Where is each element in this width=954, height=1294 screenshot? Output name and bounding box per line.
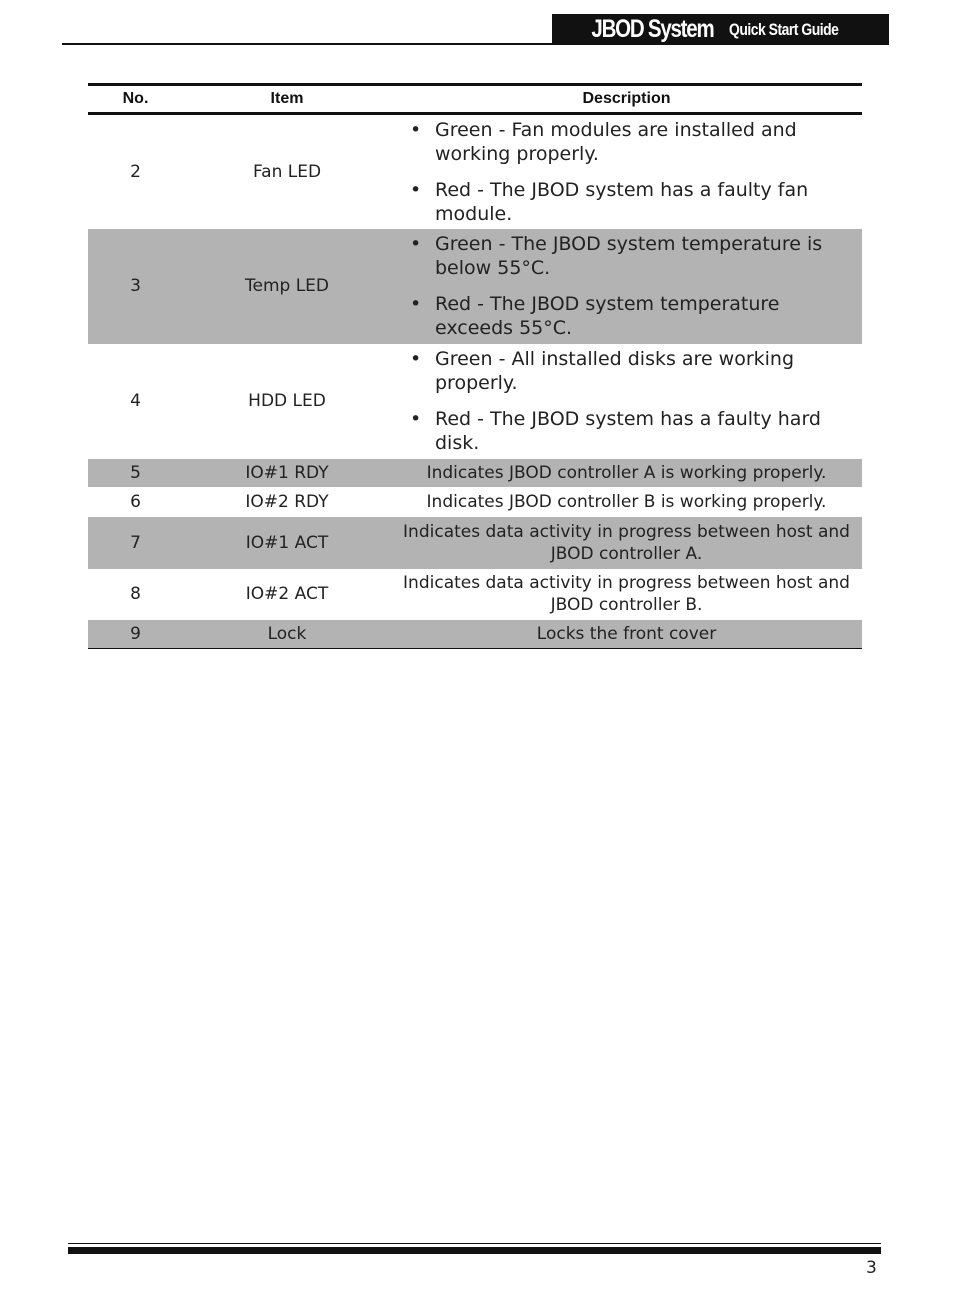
row-item: IO#1 RDY — [183, 459, 391, 487]
row-description: Indicates JBOD controller A is working properly. — [391, 459, 862, 487]
row-number: 8 — [130, 584, 141, 604]
table-row — [88, 620, 862, 649]
led-description-table — [88, 83, 862, 649]
footer-rule-thick — [68, 1247, 881, 1254]
row-item: IO#2 ACT — [245, 584, 329, 604]
bullet-item: • Red - The JBOD system has a faulty fan module. — [407, 178, 862, 226]
column-header-no: No. — [88, 85, 183, 114]
row-number: 2 — [130, 161, 141, 182]
row-description: Indicates data activity in progress between host and JBOD controller B. — [403, 573, 850, 615]
row-item: Lock — [183, 620, 391, 649]
description-bullets — [391, 347, 862, 455]
bullet-item: • Green - All installed disks are working properly. — [407, 347, 862, 395]
row-description: Locks the front cover — [391, 620, 862, 649]
table-row — [88, 114, 862, 229]
row-description — [391, 344, 862, 459]
description-bullets — [391, 232, 862, 340]
row-item: Temp LED — [183, 229, 391, 344]
document-subtitle: Quick Start Guide — [729, 19, 839, 39]
row-number: 3 — [88, 229, 183, 344]
table-row — [88, 569, 862, 620]
row-description — [391, 229, 862, 344]
row-number: 7 — [88, 517, 183, 569]
table-row — [88, 459, 862, 487]
column-header-item: Item — [183, 85, 391, 114]
row-description: Indicates data activity in progress between host and JBOD controller A. — [391, 517, 862, 569]
row-description — [391, 114, 862, 229]
table-row — [88, 344, 862, 459]
footer-rule-thin — [68, 1243, 881, 1244]
row-item: Fan LED — [252, 161, 322, 182]
column-header-description: Description — [391, 85, 862, 114]
table-header-row — [88, 85, 862, 114]
table-row — [88, 229, 862, 344]
row-number: 4 — [130, 391, 141, 411]
table-row — [88, 517, 862, 569]
row-number: 6 — [130, 491, 141, 512]
bullet-item: • Green - The JBOD system temperature is below 55°C. — [407, 232, 862, 280]
row-item: HDD LED — [248, 391, 326, 411]
document-title: JBOD System — [591, 15, 714, 43]
description-bullets — [391, 118, 862, 226]
table-row — [88, 487, 862, 517]
page-number: 3 — [866, 1258, 877, 1278]
bullet-item: • Red - The JBOD system temperature exceeds 55°C. — [407, 292, 862, 340]
row-item: IO#1 ACT — [183, 517, 391, 569]
bullet-item: • Green - Fan modules are installed and working properly. — [407, 118, 862, 166]
document-title-banner — [552, 14, 889, 45]
bullet-item: • Red - The JBOD system has a faulty hard disk. — [407, 407, 862, 455]
row-description: Indicates JBOD controller B is working properly. — [426, 491, 827, 512]
row-number: 5 — [88, 459, 183, 487]
row-item: IO#2 RDY — [245, 491, 329, 512]
row-number: 9 — [88, 620, 183, 649]
